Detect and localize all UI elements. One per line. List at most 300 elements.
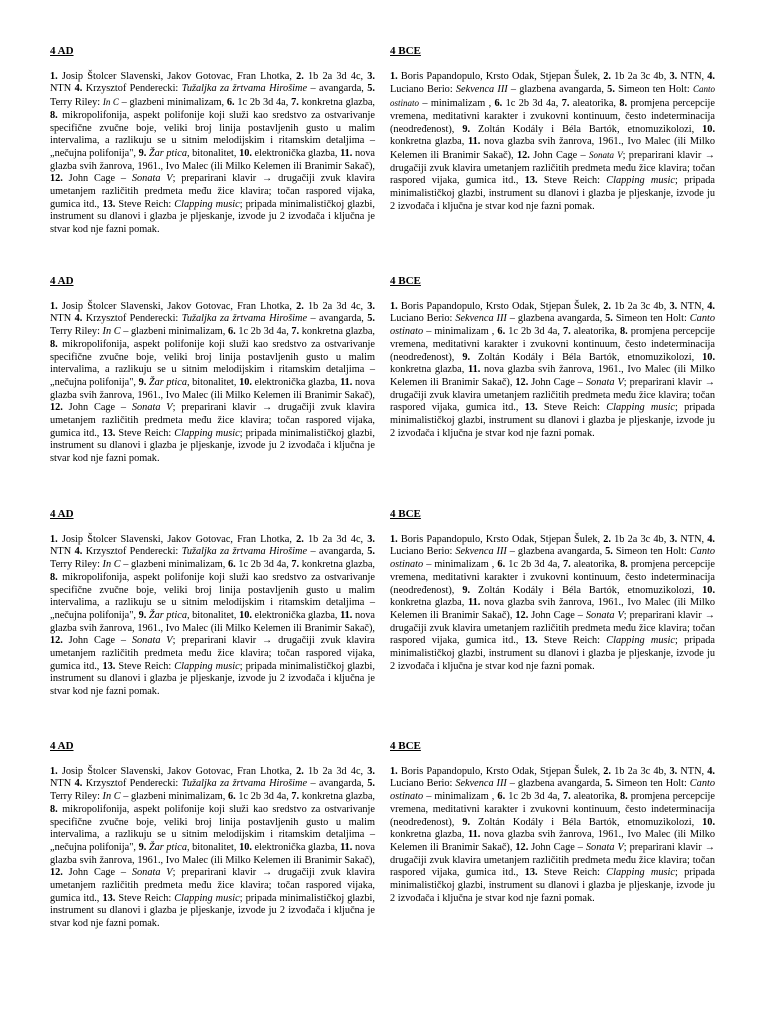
item-number: 6. [228, 791, 236, 803]
work-title: Clapping music [606, 867, 675, 879]
block-heading: 4 BCE [390, 740, 421, 752]
answer-text: – avangarda, [307, 546, 368, 558]
block-heading: 4 AD [50, 45, 74, 57]
item-number: 10. [239, 609, 252, 621]
item-number: 12. [50, 635, 63, 647]
answer-text: 1b 2a 3d 4c, [303, 765, 368, 777]
item-number: 1. [50, 300, 58, 312]
item-number: 4. [707, 765, 715, 777]
item-number: 1. [390, 533, 398, 545]
block-answers [390, 534, 715, 674]
answer-text: Josip Štolcer Slavenski, Jakov Gotovac, Fran Lhotka, [57, 765, 297, 777]
answer-text: Steve Reich: [537, 635, 607, 647]
item-number: 7. [291, 791, 300, 803]
answer-text: Terry Riley: [50, 559, 103, 571]
answer-text: 1b 2a 3c 4b, [610, 765, 670, 777]
answer-text: Boris Papandopulo, Krsto Odak, Stjepan Šulek, [397, 765, 604, 777]
answer-text: NTN [50, 313, 75, 325]
item-number: 3. [669, 70, 678, 82]
answer-text: aleatorika, [570, 326, 620, 338]
answer-text: Steve Reich: [115, 892, 175, 904]
item-number: 9. [462, 351, 471, 363]
answer-text: NTN [50, 778, 75, 790]
item-number: 6. [497, 559, 506, 571]
answer-text: – minimalizam , [423, 326, 498, 338]
item-number: 2. [603, 765, 611, 777]
item-number: 1. [390, 765, 398, 777]
item-number: 13. [102, 427, 116, 439]
item-number: 8. [50, 803, 58, 815]
work-title: Sonata V [131, 402, 173, 414]
answer-text: Zoltán Kodály i Béla Bartók, etnomuzikolozi, [470, 584, 703, 596]
item-number: 7. [562, 559, 571, 571]
answer-text: – avangarda, [307, 313, 368, 325]
item-number: 3. [669, 300, 678, 312]
block-heading: 4 BCE [390, 275, 421, 287]
answer-text: konkretna glazba, [390, 364, 468, 376]
item-number: 4. [707, 300, 715, 312]
item-number: 12. [515, 609, 529, 621]
answer-text: – glazbeni minimalizam, [120, 326, 228, 338]
answer-text: John Cage – [529, 149, 590, 161]
item-number: 5. [607, 84, 615, 96]
answer-text: ; preparirani klavir → drugačiji zvuk klavira umetanjem različitih predmeta među žice klavira; točan raspored vijaka, gumica itd., [50, 635, 375, 672]
item-number: 5. [367, 313, 376, 325]
item-number: 10. [702, 584, 716, 596]
item-number: 3. [367, 533, 375, 545]
answer-text: Luciano Berio: [390, 313, 456, 325]
answer-text: Josip Štolcer Slavenski, Jakov Gotovac, Fran Lhotka, [57, 533, 297, 545]
answer-block-4ad-1 [50, 45, 375, 237]
work-title: Clapping music [606, 402, 675, 414]
answer-text: ; preparirani klavir → drugačiji zvuk klavira umetanjem različitih predmeta među žice klavira; točan raspored vijaka, gumica itd., [390, 609, 715, 647]
answer-text: ; preparirani klavir → drugačiji zvuk klavira umetanjem različitih predmeta među žice klavira; točan raspored vijaka, gumica itd., [50, 402, 375, 439]
item-number: 9. [462, 123, 471, 135]
item-number: 2. [603, 70, 611, 82]
answer-text: konkretna glazba, [390, 597, 468, 609]
item-number: 8. [619, 791, 628, 803]
work-title: Sekvenca III [455, 313, 507, 325]
answer-text: Simeon ten Holt: [612, 546, 690, 558]
item-number: 8. [50, 338, 58, 350]
item-number: 5. [367, 546, 376, 558]
work-title: Clapping music [606, 635, 675, 647]
block-answers [50, 766, 375, 931]
work-title: Canto ostinato [390, 546, 715, 571]
answer-text: mikropolifonija, aspekt polifonije koji služi kao sredstvo za ostvarivanje specifične zvučne boje, veliki broj linija postavljenih gusto u malim intervalima, a razlikuju se u sitnim melodijskim i ritamskim detaljima – „nečujna polifonija", [50, 109, 375, 159]
answer-text: 1c 2b 3d 4a, [235, 326, 292, 338]
answer-text: 1c 2b 3d 4a, [234, 97, 292, 109]
item-number: 8. [50, 571, 58, 583]
item-number: 12. [515, 841, 529, 853]
item-number: 1. [50, 765, 58, 777]
answer-text: promjena percepcije vremena, meditativni karakter i zvukovni kontinuum, često indeterminacija (neodređenost), [390, 326, 715, 363]
block-answers [390, 301, 715, 441]
answer-text: Steve Reich: [115, 198, 175, 210]
answer-text: ; pripada minimalističkoj glazbi, instrument su dlanovi i glazba je pljeskanje, izvode ju 2 izvođača i ključna je stvar kod nje fazni pomak. [390, 402, 715, 439]
answer-text: John Cage – [62, 867, 132, 879]
item-number: 8. [50, 109, 58, 121]
item-number: 3. [669, 533, 678, 545]
answer-text: 1b 2a 3c 4b, [610, 70, 670, 82]
work-title: Sonata V [585, 609, 624, 621]
answer-text: 1c 2b 3d 4a, [505, 326, 563, 338]
answer-text: John Cage – [528, 376, 586, 388]
answer-text: – glazbena avangarda, [506, 546, 606, 558]
answer-text: Simeon ten Holt: [612, 313, 690, 325]
item-number: 13. [102, 198, 116, 210]
item-number: 10. [239, 376, 252, 388]
item-number: 9. [138, 147, 147, 159]
block-heading: 4 BCE [390, 508, 421, 520]
answer-text: Krzysztof Penderecki: [82, 313, 182, 325]
item-number: 7. [291, 559, 300, 571]
answer-block-4ad-2 [50, 275, 375, 466]
item-number: 10. [702, 351, 716, 363]
answer-text: – minimalizam , [423, 791, 498, 803]
answer-text: 1c 2b 3d 4a, [505, 559, 563, 571]
answer-block-4ad-4 [50, 740, 375, 931]
answer-text: Josip Štolcer Slavenski, Jakov Gotovac, Fran Lhotka, [57, 70, 297, 82]
answer-text: Steve Reich: [115, 427, 175, 439]
answer-text: NTN [50, 83, 75, 95]
work-title: Sonata V [131, 173, 173, 185]
item-number: 13. [102, 660, 116, 672]
item-number: 11. [467, 597, 481, 609]
item-number: 13. [102, 892, 116, 904]
work-title: Sonata V [131, 635, 173, 647]
work-title: Clapping music [174, 660, 240, 672]
answer-text: promjena percepcije vremena, meditativni karakter i zvukovni kontinuum, često indeterminacija (neodređenost), [390, 791, 715, 828]
item-number: 10. [702, 123, 716, 135]
answer-text: aleatorika, [570, 559, 620, 571]
block-heading: 4 AD [50, 740, 74, 752]
item-number: 6. [497, 326, 506, 338]
item-number: 8. [619, 559, 628, 571]
item-number: 2. [603, 533, 611, 545]
answer-text: konkretna glazba, [390, 829, 468, 841]
answer-text: Terry Riley: [50, 97, 103, 109]
answer-text: 1c 2b 3d 4a, [502, 98, 562, 110]
item-number: 9. [462, 584, 471, 596]
answer-text: Zoltán Kodály i Béla Bartók, etnomuzikolozi, [470, 351, 703, 363]
answer-text: Boris Papandopulo, Krsto Odak, Stjepan Šulek, [397, 300, 604, 312]
work-title: Sekvenca III [455, 778, 507, 790]
item-number: 2. [296, 533, 304, 545]
answer-text: John Cage – [62, 402, 132, 414]
answer-text: ; pripada minimalističkoj glazbi, instrument su dlanovi i glazba je pljeskanje, izvode ju 2 izvođača i ključna je stvar kod nje fazni pomak. [390, 635, 715, 672]
block-heading: 4 AD [50, 508, 74, 520]
work-title: Canto ostinato [390, 313, 715, 338]
work-title: Tužaljka za žrtvama Hirošime [181, 778, 308, 790]
answer-text: nova glazba svih žanrova, 1961., Ivo Malec (ili Milko Kelemen ili Branimir Sakač), [390, 829, 715, 853]
block-answers [50, 534, 375, 699]
item-number: 5. [605, 546, 613, 558]
answer-text: 1b 2a 3d 4c, [303, 300, 368, 312]
block-answers [50, 301, 375, 466]
work-title: Tužaljka za žrtvama Hirošime [181, 313, 308, 325]
answer-text: , bitonalitet, [186, 147, 240, 159]
item-number: 7. [291, 326, 300, 338]
item-number: 7. [562, 791, 571, 803]
item-number: 2. [296, 70, 304, 82]
item-number: 6. [226, 97, 235, 109]
work-title: Sekvenca III [455, 84, 508, 96]
item-number: 7. [562, 326, 571, 338]
item-number: 3. [367, 70, 375, 82]
item-number: 9. [138, 609, 147, 621]
item-number: 12. [50, 867, 63, 879]
item-number: 5. [605, 778, 613, 790]
answer-text: 1c 2b 3d 4a, [235, 791, 292, 803]
item-number: 8. [619, 98, 628, 110]
answer-text: Terry Riley: [50, 791, 103, 803]
answer-text: Krzysztof Penderecki: [82, 83, 182, 95]
answer-text: ; pripada minimalističkoj glazbi, instrument su dlanovi i glazba je pljeskanje, izvode ju 2 izvođača i ključna je stvar kod nje fazni pomak. [50, 427, 375, 465]
work-title: Žar ptica [148, 609, 187, 621]
work-title: In C [102, 326, 121, 338]
item-number: 11. [467, 829, 481, 841]
answer-text: elektronička glazba, [251, 147, 341, 159]
answer-text: Steve Reich: [115, 660, 175, 672]
work-title: Clapping music [174, 198, 240, 210]
item-number: 7. [291, 97, 299, 109]
answer-text: Steve Reich: [537, 867, 607, 879]
item-number: 11. [340, 376, 353, 388]
answer-text: ; preparirani klavir → drugačiji zvuk klavira umetanjem različitih predmeta među žice klavira; točan raspored vijaka, gumica itd., [50, 173, 375, 210]
block-answers [390, 766, 715, 906]
answer-text: Luciano Berio: [390, 778, 456, 790]
item-number: 9. [138, 841, 147, 853]
block-answers [390, 71, 715, 214]
work-title: Canto ostinato [390, 778, 715, 803]
answer-text: Boris Papandopulo, Krsto Odak, Stjepan Šulek, [397, 533, 604, 545]
answer-block-4bce-1 [390, 45, 715, 213]
item-number: 4. [74, 778, 83, 790]
answer-text: NTN [50, 546, 75, 558]
item-number: 3. [367, 300, 375, 312]
answer-block-4ad-3 [50, 508, 375, 699]
item-number: 4. [74, 83, 83, 95]
item-number: 4. [74, 546, 83, 558]
answer-text: elektronička glazba, [251, 841, 341, 853]
item-number: 4. [74, 313, 83, 325]
answer-text: ; preparirani klavir → drugačiji zvuk klavira umetanjem različitih predmeta među žice klavira; točan raspored vijaka, gumica itd., [50, 867, 375, 904]
item-number: 2. [296, 765, 304, 777]
answer-text: NTN, [677, 533, 708, 545]
work-title: Tužaljka za žrtvama Hirošime [181, 546, 308, 558]
answer-text: , bitonalitet, [186, 376, 240, 388]
item-number: 12. [50, 173, 63, 185]
work-title: Sonata V [585, 841, 624, 853]
item-number: 6. [228, 559, 236, 571]
answer-text: John Cage – [62, 173, 132, 185]
answer-text: ; preparirani klavir → drugačiji zvuk klavira umetanjem različitih predmeta među žice klavira; točan raspored vijaka, gumica itd., [390, 841, 715, 879]
answer-text: ; pripada minimalističkoj glazbi, instrument su dlanovi i glazba je pljeskanje, izvode ju 2 izvođača i ključna je stvar kod nje fazni pomak. [390, 867, 715, 904]
answer-text: – glazbena avangarda, [506, 778, 606, 790]
answer-text: Krzysztof Penderecki: [82, 778, 182, 790]
answer-text: Terry Riley: [50, 326, 103, 338]
answer-text: ; pripada minimalističkoj glazbi, instrument su dlanovi i glazba je pljeskanje, izvode ju 2 izvođača i ključna je stvar kod nje fazni pomak. [390, 175, 715, 212]
answer-text: – avangarda, [307, 83, 368, 95]
answer-text: 1b 2a 3c 4b, [610, 533, 670, 545]
item-number: 12. [516, 149, 530, 161]
answer-text: NTN, [677, 300, 708, 312]
work-title: Tužaljka za žrtvama Hirošime [181, 83, 308, 95]
answer-text: konkretna glazba, [299, 559, 375, 571]
item-number: 7. [561, 98, 570, 110]
work-title: Sonata V [131, 867, 173, 879]
answer-text: – glazbeni minimalizam, [120, 791, 228, 803]
answer-text: nova glazba svih žanrova, 1961., Ivo Malec (ili Milko Kelemen ili Branimir Sakač), [50, 147, 375, 172]
answer-text: 1c 2b 3d 4a, [505, 791, 563, 803]
answer-text: mikropolifonija, aspekt polifonije koji služi kao sredstvo za ostvarivanje specifične zvučne boje, veliki broj linija postavljenih gusto u malim intervalima, a razlikuju se u sitnim melodijskim i ritamskim detaljima – „nečujna polifonija", [50, 338, 375, 388]
answer-text: nova glazba svih žanrova, 1961., Ivo Malec (ili Milko Kelemen ili Branimir Sakač), [390, 597, 715, 621]
item-number: 13. [524, 635, 538, 647]
item-number: 11. [340, 147, 353, 159]
answer-text: Simeon ten Holt: [614, 84, 693, 96]
answer-text: aleatorika, [569, 98, 620, 110]
answer-text: nova glazba svih žanrova, 1961., Ivo Malec (ili Milko Kelemen ili Branimir Sakač), [50, 376, 375, 401]
answer-block-4bce-4 [390, 740, 715, 905]
item-number: 11. [340, 841, 353, 853]
answer-text: promjena percepcije vremena, meditativni karakter i zvukovni kontinuum, često indeterminacija (neodređenost), [390, 559, 715, 596]
answer-text: , bitonalitet, [186, 609, 240, 621]
answer-text: konkretna glazba, [299, 791, 375, 803]
block-answers [50, 71, 375, 237]
item-number: 9. [462, 816, 471, 828]
block-heading: 4 AD [50, 275, 74, 287]
answer-text: Simeon ten Holt: [612, 778, 690, 790]
answer-text: – minimalizam , [423, 559, 498, 571]
item-number: 5. [367, 83, 376, 95]
item-number: 5. [367, 778, 376, 790]
answer-text: John Cage – [528, 841, 586, 853]
answer-text: – avangarda, [307, 778, 368, 790]
work-title: Sekvenca III [455, 546, 507, 558]
item-number: 9. [138, 376, 147, 388]
answer-text: John Cage – [62, 635, 132, 647]
answer-text: nova glazba svih žanrova, 1961., Ivo Malec (ili Milko Kelemen ili Branimir Sakač), [390, 364, 715, 388]
item-number: 1. [390, 70, 398, 82]
item-number: 2. [603, 300, 611, 312]
item-number: 8. [619, 326, 628, 338]
item-number: 13. [524, 402, 538, 414]
item-number: 4. [707, 70, 715, 82]
work-title: Clapping music [606, 175, 675, 187]
answer-text: – glazbena avangarda, [506, 313, 606, 325]
answer-text: elektronička glazba, [251, 376, 341, 388]
item-number: 1. [390, 300, 398, 312]
answer-text: Boris Papandopulo, Krsto Odak, Stjepan Šulek, [397, 70, 604, 82]
answer-text: – glazbeni minimalizam, [118, 97, 227, 109]
answer-text: – minimalizam , [419, 98, 495, 110]
answer-text: Krzysztof Penderecki: [82, 546, 182, 558]
answer-text: 1b 2a 3c 4b, [610, 300, 670, 312]
answer-text: Zoltán Kodály i Béla Bartók, etnomuzikolozi, [470, 123, 703, 135]
item-number: 11. [340, 609, 353, 621]
answer-text: ; preparirani klavir → drugačiji zvuk klavira umetanjem različitih predmeta među žice klavira; točan raspored vijaka, gumica itd., [390, 149, 715, 187]
answer-text: John Cage – [528, 609, 586, 621]
work-title: Sonata V [585, 376, 624, 388]
work-title: Žar ptica [148, 376, 187, 388]
work-title: In C [102, 97, 119, 108]
work-title: Žar ptica [148, 841, 187, 853]
answer-text: NTN, [677, 70, 708, 82]
item-number: 2. [296, 300, 304, 312]
answer-text: ; pripada minimalističkoj glazbi, instrument su dlanovi i glazba je pljeskanje, izvode ju 2 izvođača i ključna je stvar kod nje fazni pomak. [50, 660, 375, 698]
answer-text: aleatorika, [570, 791, 620, 803]
answer-text: nova glazba svih žanrova, 1961., Ivo Malec (ili Milko Kelemen ili Branimir Sakač), [50, 609, 375, 634]
answer-text: NTN, [677, 765, 708, 777]
item-number: 11. [467, 364, 481, 376]
answer-text: konkretna glazba, [390, 136, 468, 148]
item-number: 1. [50, 70, 58, 82]
item-number: 12. [515, 376, 529, 388]
work-title: Sonata V [589, 149, 623, 160]
answer-text: konkretna glazba, [298, 97, 376, 109]
answer-text: konkretna glazba, [299, 326, 375, 338]
answer-text: , bitonalitet, [186, 841, 240, 853]
answer-text: ; preparirani klavir → drugačiji zvuk klavira umetanjem različitih predmeta među žice klavira; točan raspored vijaka, gumica itd., [390, 376, 715, 414]
block-heading: 4 BCE [390, 45, 421, 57]
item-number: 6. [228, 326, 236, 338]
work-title: Clapping music [174, 427, 240, 439]
answer-block-4bce-2 [390, 275, 715, 440]
item-number: 13. [524, 175, 538, 187]
answer-text: nova glazba svih žanrova, 1961., Ivo Malec (ili Milko Kelemen ili Branimir Sakač), [50, 841, 375, 866]
work-title: Clapping music [174, 892, 240, 904]
item-number: 13. [524, 867, 538, 879]
work-title: Canto ostinato [390, 84, 715, 109]
answer-text: Steve Reich: [537, 175, 607, 187]
work-title: Žar ptica [148, 147, 187, 159]
answer-text: ; pripada minimalističkoj glazbi, instrument su dlanovi i glazba je pljeskanje, izvode ju 2 izvođača i ključna je stvar kod nje fazni pomak. [50, 198, 375, 236]
answer-text: – glazbena avangarda, [507, 84, 608, 96]
item-number: 10. [239, 147, 252, 159]
answer-text: ; pripada minimalističkoj glazbi, instrument su dlanovi i glazba je pljeskanje, izvode ju 2 izvođača i ključna je stvar kod nje fazni pomak. [50, 892, 375, 930]
answer-text: mikropolifonija, aspekt polifonije koji služi kao sredstvo za ostvarivanje specifične zvučne boje, veliki broj linija postavljenih gusto u malim intervalima, a razlikuju se u sitnim melodijskim i ritamskim detaljima – „nečujna polifonija", [50, 803, 375, 853]
work-title: In C [102, 559, 121, 571]
item-number: 3. [367, 765, 375, 777]
item-number: 10. [239, 841, 252, 853]
item-number: 5. [605, 313, 613, 325]
item-number: 6. [497, 791, 506, 803]
item-number: 10. [702, 816, 716, 828]
item-number: 4. [707, 533, 715, 545]
answer-text: promjena percepcije vremena, meditativni karakter i zvukovni kontinuum, često indeterminacija (neodređenost), [390, 98, 715, 135]
answer-text: 1b 2a 3d 4c, [303, 533, 368, 545]
item-number: 12. [50, 402, 63, 414]
answer-text: elektronička glazba, [251, 609, 341, 621]
work-title: In C [102, 791, 121, 803]
item-number: 3. [669, 765, 678, 777]
answer-text: Zoltán Kodály i Béla Bartók, etnomuzikolozi, [470, 816, 703, 828]
answer-text: 1c 2b 3d 4a, [235, 559, 292, 571]
item-number: 6. [494, 98, 503, 110]
answer-text: mikropolifonija, aspekt polifonije koji služi kao sredstvo za ostvarivanje specifične zvučne boje, veliki broj linija postavljenih gusto u malim intervalima, a razlikuju se u sitnim melodijskim i ritamskim detaljima – „nečujna polifonija", [50, 571, 375, 621]
answer-text: 1b 2a 3d 4c, [303, 70, 368, 82]
answer-text: Josip Štolcer Slavenski, Jakov Gotovac, Fran Lhotka, [57, 300, 297, 312]
answer-text: – glazbeni minimalizam, [120, 559, 228, 571]
answer-text: Luciano Berio: [390, 546, 456, 558]
item-number: 1. [50, 533, 58, 545]
item-number: 11. [467, 136, 481, 148]
answer-text: Steve Reich: [537, 402, 607, 414]
answer-text: Luciano Berio: [390, 84, 456, 96]
answer-block-4bce-3 [390, 508, 715, 673]
answer-text: nova glazba svih žanrova, 1961., Ivo Malec (ili Milko Kelemen ili Branimir Sakač), [390, 136, 715, 161]
